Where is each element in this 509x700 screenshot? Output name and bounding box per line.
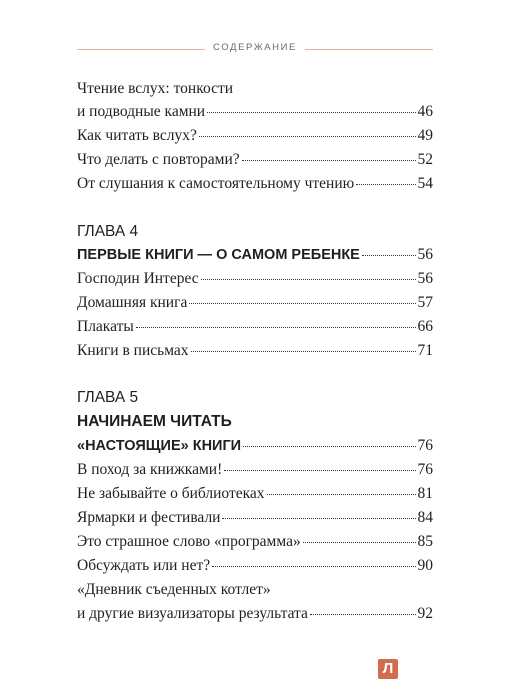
toc-entry-label: В поход за книжками!	[77, 461, 223, 478]
dot-leader	[362, 255, 416, 256]
toc-entry-page: 49	[417, 127, 433, 144]
toc-entry-page: 85	[417, 533, 433, 550]
toc-entry-label: Что делать с повторами?	[77, 151, 240, 168]
toc-entry-page: 56	[417, 246, 433, 263]
publisher-logo-icon: Л	[378, 659, 398, 679]
toc-entry-label: Плакаты	[77, 318, 134, 335]
toc-entry[interactable]	[77, 340, 433, 362]
toc-entry-label: и подводные камни	[77, 103, 206, 120]
chapter-heading: ГЛАВА 5	[77, 389, 139, 406]
toc-entry-label: Не забывайте о библиотеках	[77, 485, 265, 502]
toc-entry-label: Обсуждать или нет?	[77, 557, 211, 574]
dot-leader	[207, 112, 415, 113]
toc-entry-label: Как читать вслух?	[77, 127, 197, 144]
toc-entry-label: От слушания к самостоятельному чтению	[77, 175, 355, 192]
toc-entry[interactable]	[77, 531, 433, 553]
dot-leader	[242, 160, 416, 161]
toc-entry-page: 46	[417, 103, 433, 120]
dot-leader	[222, 518, 415, 519]
toc-entry-page: 71	[417, 342, 433, 359]
dot-leader	[201, 279, 416, 280]
toc-entry-label: Это страшное слово «программа»	[77, 533, 301, 550]
toc-entry-page: 92	[417, 605, 433, 622]
toc-entry-page: 76	[417, 461, 433, 478]
dot-leader	[267, 494, 416, 495]
toc-entry[interactable]	[77, 268, 433, 290]
dot-leader	[356, 184, 415, 185]
toc-entry[interactable]	[77, 101, 433, 123]
toc-entry[interactable]	[77, 125, 433, 147]
toc-entry-page: 66	[417, 318, 433, 335]
running-header	[77, 40, 433, 60]
chapter-heading: ГЛАВА 4	[77, 223, 139, 240]
toc-entry-label: Домашняя книга	[77, 294, 188, 311]
chapter-title-entry[interactable]	[77, 435, 433, 457]
toc-entry-line1: «Дневник съеденных котлет»	[77, 581, 271, 598]
toc-entry[interactable]	[77, 459, 433, 481]
toc-entry-page: 90	[417, 557, 433, 574]
dot-leader	[212, 566, 415, 567]
toc-entry[interactable]	[77, 507, 433, 529]
toc-entry-page: 76	[417, 437, 433, 454]
toc-entry-page: 57	[417, 294, 433, 311]
toc-entry-line1: Чтение вслух: тонкости	[77, 80, 234, 97]
header-title: СОДЕРЖАНИЕ	[213, 42, 297, 53]
toc-entry[interactable]	[77, 149, 433, 171]
dot-leader	[310, 614, 416, 615]
chapter-title-entry[interactable]	[77, 244, 433, 266]
dot-leader	[189, 303, 415, 304]
toc-entry[interactable]	[77, 483, 433, 505]
toc-entry-page: 84	[417, 509, 433, 526]
toc-entry[interactable]	[77, 173, 433, 195]
toc-entry-page: 56	[417, 270, 433, 287]
dot-leader	[243, 446, 415, 447]
toc-entry[interactable]	[77, 555, 433, 577]
dot-leader	[224, 470, 415, 471]
toc-entry[interactable]	[77, 292, 433, 314]
toc-entry-label: Книги в письмах	[77, 342, 189, 359]
toc-entry-label: Господин Интерес	[77, 270, 199, 287]
chapter-title: «НАСТОЯЩИЕ» КНИГИ	[77, 438, 242, 454]
toc-entry-label: Ярмарки и фестивали	[77, 509, 221, 526]
dot-leader	[136, 327, 416, 328]
toc-entry-page: 54	[417, 175, 433, 192]
toc-entry[interactable]	[77, 316, 433, 338]
toc-entry-label: и другие визуализаторы результата	[77, 605, 308, 622]
chapter-title-line1: НАЧИНАЕМ ЧИТАТЬ	[77, 413, 232, 430]
toc-entry-page: 81	[417, 485, 433, 502]
toc-entry[interactable]	[77, 603, 433, 625]
dot-leader	[303, 542, 416, 543]
chapter-title: ПЕРВЫЕ КНИГИ — О САМОМ РЕБЕНКЕ	[77, 247, 360, 263]
dot-leader	[199, 136, 416, 137]
dot-leader	[191, 351, 416, 352]
toc-entry-page: 52	[417, 151, 433, 168]
header-rule-right	[305, 49, 433, 50]
